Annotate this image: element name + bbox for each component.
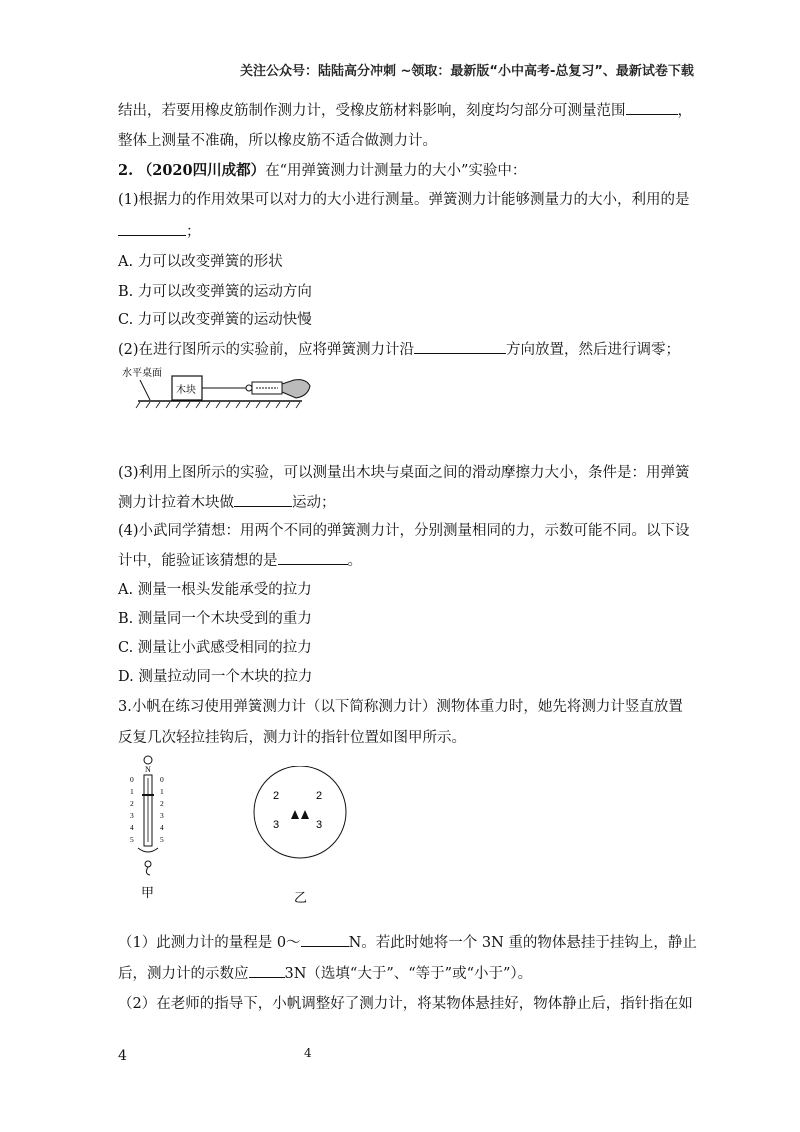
option-c: C. 测量让小武感受相同的拉力 xyxy=(118,640,312,656)
figure-a-label: 甲 xyxy=(141,886,155,901)
question-number: 2. xyxy=(118,162,134,179)
answer-blank[interactable] xyxy=(118,221,186,236)
figure-b-label: 乙 xyxy=(294,891,308,906)
text-line xyxy=(118,550,362,571)
tick-label: 4 xyxy=(160,823,164,832)
unit-label: N xyxy=(145,765,151,774)
figure-b-dial xyxy=(250,766,360,906)
dial-number: 2 xyxy=(273,790,280,802)
block-label: 木块 xyxy=(176,385,196,396)
text: 计中，能验证该猜想的是 xyxy=(118,553,278,569)
answer-blank[interactable] xyxy=(301,932,349,947)
option-a: A. 测量一根头发能承受的拉力 xyxy=(118,582,312,598)
answer-blank[interactable] xyxy=(249,963,285,978)
text-line: (4)小武同学猜想：用两个不同的弹簧测力计，分别测量相同的力，示数可能不同。以下设 xyxy=(118,523,690,539)
question-3-line: 3.小帆在练习使用弹簧测力计（以下简称测力计）测物体重力时，她先将测力计竖直放置 xyxy=(118,699,683,715)
hand-icon xyxy=(282,380,310,398)
answer-blank[interactable] xyxy=(278,550,348,565)
text: ， xyxy=(677,103,692,119)
text: （1）此测力计的量程是 0～ xyxy=(118,935,301,951)
tick-label: 3 xyxy=(130,811,134,820)
tick-label: 1 xyxy=(130,787,134,796)
option-b: B. 测量同一个木块受到的重力 xyxy=(118,611,312,627)
text: N。若此时她将一个 3N 重的物体悬挂于挂钩上，静止 xyxy=(348,935,697,951)
tick-label: 2 xyxy=(130,799,134,808)
tick-label: 1 xyxy=(160,787,164,796)
answer-blank[interactable] xyxy=(626,100,678,115)
text: 3N（选填“大于”、“等于”或“小于”）。 xyxy=(284,966,533,982)
text: 运动； xyxy=(292,495,336,511)
tick-label: 4 xyxy=(130,823,134,832)
question-2-stem xyxy=(118,161,526,181)
tick-label: 0 xyxy=(160,775,164,784)
text-line: 反复几次轻拉挂钩后，测力计的指针位置如图甲所示。 xyxy=(118,730,466,746)
dial-number: 3 xyxy=(316,819,323,831)
text: 在“用弹簧测力计测量力的大小”实验中： xyxy=(265,163,527,179)
option-b: B. 力可以改变弹簧的运动方向 xyxy=(118,284,312,300)
text-line xyxy=(118,100,692,121)
answer-blank[interactable] xyxy=(414,339,506,354)
tick-label: 3 xyxy=(160,811,164,820)
option-d: D. 测量拉动同一个木块的拉力 xyxy=(118,669,313,685)
page-number-left: 4 xyxy=(118,1048,127,1064)
text-line: 整体上测量不准确，所以橡皮筋不适合做测力计。 xyxy=(118,133,437,149)
dial-number: 2 xyxy=(316,790,323,802)
dial-face xyxy=(254,766,346,858)
text-line xyxy=(118,339,680,360)
text-line: （2）在老师的指导下，小帆调整好了测力计，将某物体悬挂好，物体静止后，指针指在如 xyxy=(118,996,693,1012)
tick-label: 2 xyxy=(160,799,164,808)
tick-label: 5 xyxy=(130,835,134,844)
option-a: A. 力可以改变弹簧的形状 xyxy=(118,254,283,270)
page-header: 关注公众号：陆陆高分冲刺 ~领取：最新版“小中高考-总复习”、最新试卷下载 xyxy=(240,64,694,79)
text-line xyxy=(118,221,201,242)
text-line xyxy=(118,492,336,513)
experiment-figure xyxy=(118,362,318,412)
text: 结出，若要用橡皮筋制作测力计，受橡皮筋材料影响，刻度均匀部分可测量范围 xyxy=(118,103,626,119)
tick-label: 0 xyxy=(130,775,134,784)
text-line xyxy=(118,932,697,953)
table-label: 水平桌面 xyxy=(122,368,162,379)
hook-icon xyxy=(146,867,150,875)
text: (2)在进行图所示的实验前，应将弹簧测力计沿 xyxy=(118,342,415,358)
text-line xyxy=(118,963,532,984)
dial-number: 3 xyxy=(273,819,280,831)
answer-blank[interactable] xyxy=(234,492,292,507)
text: 方向放置，然后进行调零； xyxy=(506,342,681,358)
option-c: C. 力可以改变弹簧的运动快慢 xyxy=(118,312,312,328)
text-line: (1)根据力的作用效果可以对力的大小进行测量。弹簧测力计能够测量力的大小，利用的是 xyxy=(118,192,690,208)
tick-label: 5 xyxy=(160,835,164,844)
text: 。 xyxy=(347,553,362,569)
text: 后，测力计的示数应 xyxy=(118,966,249,982)
text: 测力计拉着木块做 xyxy=(118,495,234,511)
page-number-center: 4 xyxy=(304,1046,312,1060)
figure-a-spring-scale xyxy=(124,752,184,902)
question-source: （2020四川成都） xyxy=(137,162,266,179)
text: ； xyxy=(186,224,201,240)
text-line: (3)利用上图所示的实验，可以测量出木块与桌面之间的滑动摩擦力大小，条件是：用弹簧 xyxy=(118,465,690,481)
